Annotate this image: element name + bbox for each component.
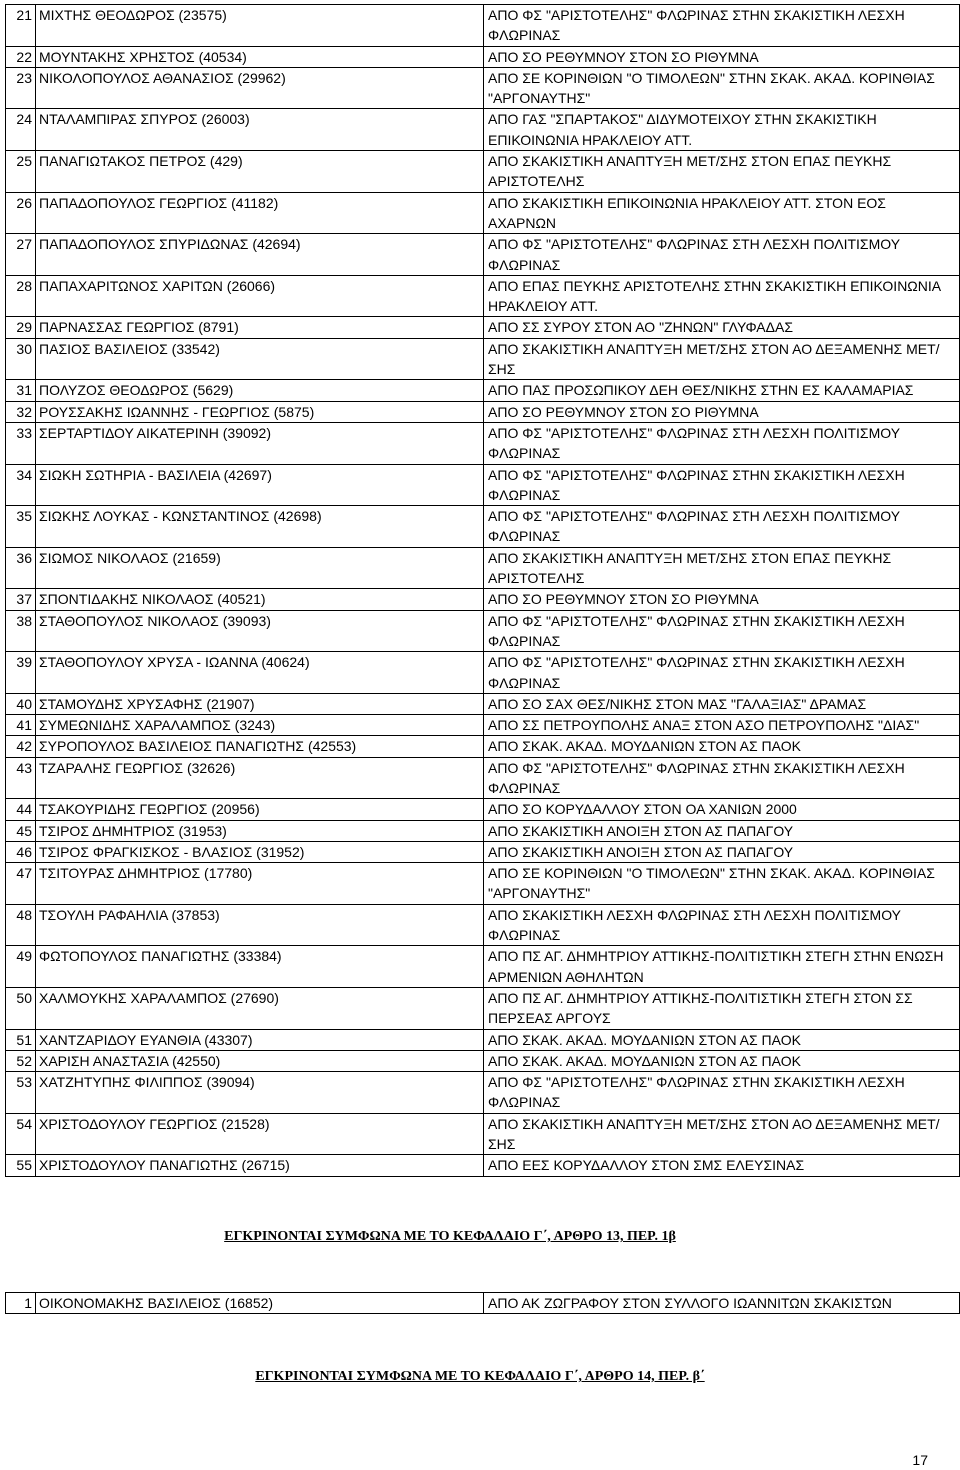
transfer-description: ΑΠΟ ΦΣ "ΑΡΙΣΤΟΤΕΛΗΣ" ΦΛΩΡΙΝΑΣ ΣΤΗ ΛΕΣΧΗ ΠΟΛΙΤΙΣΜΟΥ ΦΛΩΡΙΝΑΣ	[484, 234, 960, 276]
player-name: ΠΑΡΝΑΣΣΑΣ ΓΕΩΡΓΙΟΣ (8791)	[36, 317, 484, 338]
table-row	[6, 693, 960, 714]
table-row	[6, 67, 960, 109]
table-row	[6, 234, 960, 276]
row-number: 37	[6, 589, 36, 610]
table-row	[6, 757, 960, 799]
table-row	[6, 987, 960, 1029]
table-row	[6, 422, 960, 464]
transfer-description: ΑΠΟ ΣΟ ΣΑΧ ΘΕΣ/ΝΙΚΗΣ ΣΤΟΝ ΜΑΣ "ΓΑΛΑΞΙΑΣ" ΔΡΑΜΑΣ	[484, 693, 960, 714]
transfer-description: ΑΠΟ ΠΣ ΑΓ. ΔΗΜΗΤΡΙΟΥ ΑΤΤΙΚΗΣ-ΠΟΛΙΤΙΣΤΙΚΗ ΣΤΕΓΗ ΣΤΟΝ ΣΣ ΠΕΡΣΕΑΣ ΑΡΓΟΥΣ	[484, 987, 960, 1029]
table-row	[6, 1155, 960, 1176]
table-row	[6, 1029, 960, 1050]
table-row	[6, 275, 960, 317]
player-name: ΧΑΝΤΖΑΡΙΔΟΥ ΕΥΑΝΘΙΑ (43307)	[36, 1029, 484, 1050]
transfer-description: ΑΠΟ ΣΚΑΚΙΣΤΙΚΗ ΑΝΟΙΞΗ ΣΤΟΝ ΑΣ ΠΑΠΑΓΟΥ	[484, 820, 960, 841]
player-name: ΤΖΑΡΑΛΗΣ ΓΕΩΡΓΙΟΣ (32626)	[36, 757, 484, 799]
transfer-description: ΑΠΟ ΕΠΑΣ ΠΕΥΚΗΣ ΑΡΙΣΤΟΤΕΛΗΣ ΣΤΗΝ ΣΚΑΚΙΣΤΙΚΗ ΕΠΙΚΟΙΝΩΝΙΑ ΗΡΑΚΛΕΙΟΥ ΑΤΤ.	[484, 275, 960, 317]
row-number: 51	[6, 1029, 36, 1050]
table-row	[6, 1050, 960, 1071]
transfer-description: ΑΠΟ ΣΚΑΚΙΣΤΙΚΗ ΑΝΑΠΤΥΞΗ ΜΕΤ/ΣΗΣ ΣΤΟΝ ΕΠΑΣ ΠΕΥΚΗΣ ΑΡΙΣΤΟΤΕΛΗΣ	[484, 151, 960, 193]
player-name: ΣΙΩΚΗ ΣΩΤΗΡΙΑ - ΒΑΣΙΛΕΙΑ (42697)	[36, 464, 484, 506]
player-name: ΠΑΣΙΟΣ ΒΑΣΙΛΕΙΟΣ (33542)	[36, 338, 484, 380]
transfer-description: ΑΠΟ ΦΣ "ΑΡΙΣΤΟΤΕΛΗΣ" ΦΛΩΡΙΝΑΣ ΣΤΗΝ ΣΚΑΚΙΣΤΙΚΗ ΛΕΣΧΗ ΦΛΩΡΙΝΑΣ	[484, 652, 960, 694]
table-row	[6, 192, 960, 234]
player-name: ΟΙΚΟΝΟΜΑΚΗΣ ΒΑΣΙΛΕΙΟΣ (16852)	[36, 1293, 484, 1314]
transfer-description: ΑΠΟ ΣΚΑΚΙΣΤΙΚΗ ΕΠΙΚΟΙΝΩΝΙΑ ΗΡΑΚΛΕΙΟΥ ΑΤΤ. ΣΤΟΝ ΕΟΣ ΑΧΑΡΝΩΝ	[484, 192, 960, 234]
player-name: ΠΟΛΥΖΟΣ ΘΕΟΔΩΡΟΣ (5629)	[36, 380, 484, 401]
transfer-description: ΑΠΟ ΣΕ ΚΟΡΙΝΘΙΩΝ "Ο ΤΙΜΟΛΕΩΝ" ΣΤΗΝ ΣΚΑΚ. ΑΚΑΔ. ΚΟΡΙΝΘΙΑΣ "ΑΡΓΟΝΑΥΤΗΣ"	[484, 67, 960, 109]
row-number: 53	[6, 1072, 36, 1114]
player-name: ΤΣΙΤΟΥΡΑΣ ΔΗΜΗΤΡΙΟΣ (17780)	[36, 863, 484, 905]
player-name: ΝΤΑΛΑΜΠΙΡΑΣ ΣΠΥΡΟΣ (26003)	[36, 109, 484, 151]
player-name: ΧΡΙΣΤΟΔΟΥΛΟΥ ΓΕΩΡΓΙΟΣ (21528)	[36, 1113, 484, 1155]
transfer-description: ΑΠΟ ΠΣ ΑΓ. ΔΗΜΗΤΡΙΟΥ ΑΤΤΙΚΗΣ-ΠΟΛΙΤΙΣΤΙΚΗ ΣΤΕΓΗ ΣΤΗΝ ΕΝΩΣΗ ΑΡΜΕΝΙΩΝ ΑΘΗΛΗΤΩΝ	[484, 946, 960, 988]
player-name: ΜΟΥΝΤΑΚΗΣ ΧΡΗΣΤΟΣ (40534)	[36, 46, 484, 67]
row-number: 42	[6, 736, 36, 757]
table-row	[6, 1113, 960, 1155]
player-name: ΠΑΠΑΔΟΠΟΥΛΟΣ ΓΕΩΡΓΙΟΣ (41182)	[36, 192, 484, 234]
transfer-description: ΑΠΟ ΣΟ ΡΕΘΥΜΝΟΥ ΣΤΟΝ ΣΟ ΡΙΘΥΜΝΑ	[484, 46, 960, 67]
transfer-description: ΑΠΟ ΦΣ "ΑΡΙΣΤΟΤΕΛΗΣ" ΦΛΩΡΙΝΑΣ ΣΤΗ ΛΕΣΧΗ ΠΟΛΙΤΙΣΜΟΥ ΦΛΩΡΙΝΑΣ	[484, 422, 960, 464]
table-row	[6, 715, 960, 736]
transfer-description: ΑΠΟ ΣΚΑΚΙΣΤΙΚΗ ΑΝΑΠΤΥΞΗ ΜΕΤ/ΣΗΣ ΣΤΟΝ ΕΠΑΣ ΠΕΥΚΗΣ ΑΡΙΣΤΟΤΕΛΗΣ	[484, 547, 960, 589]
table-row	[6, 151, 960, 193]
table-row	[6, 946, 960, 988]
row-number: 24	[6, 109, 36, 151]
second-transfers-table	[5, 1292, 960, 1314]
player-name: ΣΠΟΝΤΙΔΑΚΗΣ ΝΙΚΟΛΑΟΣ (40521)	[36, 589, 484, 610]
player-name: ΜΙΧΤΗΣ ΘΕΟΔΩΡΟΣ (23575)	[36, 5, 484, 47]
player-name: ΤΣΑΚΟΥΡΙΔΗΣ ΓΕΩΡΓΙΟΣ (20956)	[36, 799, 484, 820]
row-number: 54	[6, 1113, 36, 1155]
table-row	[6, 904, 960, 946]
transfer-description: ΑΠΟ ΣΣ ΠΕΤΡΟΥΠΟΛΗΣ ΑΝΑΞ ΣΤΟΝ ΑΣΟ ΠΕΤΡΟΥΠΟΛΗΣ "ΔΙΑΣ"	[484, 715, 960, 736]
transfer-description: ΑΠΟ ΣΟ ΡΕΘΥΜΝΟΥ ΣΤΟΝ ΣΟ ΡΙΘΥΜΝΑ	[484, 401, 960, 422]
player-name: ΣΤΑΘΟΠΟΥΛΟΣ ΝΙΚΟΛΑΟΣ (39093)	[36, 610, 484, 652]
row-number: 46	[6, 841, 36, 862]
table-row	[6, 380, 960, 401]
section-heading-article-13: ΕΓΚΡΙΝΟΝΤΑΙ ΣΥΜΦΩΝΑ ΜΕ ΤΟ ΚΕΦΑΛΑΙΟ Γ΄, ΑΡΘΡΟ 13, ΠΕΡ. 1β	[224, 1229, 676, 1244]
row-number: 21	[6, 5, 36, 47]
transfer-description: ΑΠΟ ΕΕΣ ΚΟΡΥΔΑΛΛΟΥ ΣΤΟΝ ΣΜΣ ΕΛΕΥΣΙΝΑΣ	[484, 1155, 960, 1176]
row-number: 49	[6, 946, 36, 988]
player-name: ΣΙΩΜΟΣ ΝΙΚΟΛΑΟΣ (21659)	[36, 547, 484, 589]
transfer-description: ΑΠΟ ΣΣ ΣΥΡΟΥ ΣΤΟΝ ΑΟ "ΖΗΝΩΝ" ΓΛΥΦΑΔΑΣ	[484, 317, 960, 338]
table-row	[6, 736, 960, 757]
table-row	[6, 589, 960, 610]
player-name: ΝΙΚΟΛΟΠΟΥΛΟΣ ΑΘΑΝΑΣΙΟΣ (29962)	[36, 67, 484, 109]
player-name: ΤΣΙΡΟΣ ΔΗΜΗΤΡΙΟΣ (31953)	[36, 820, 484, 841]
row-number: 48	[6, 904, 36, 946]
transfer-description: ΑΠΟ ΑΚ ΖΩΓΡΑΦΟΥ ΣΤΟΝ ΣΥΛΛΟΓΟ ΙΩΑΝΝΙΤΩΝ ΣΚΑΚΙΣΤΩΝ	[484, 1293, 960, 1314]
row-number: 50	[6, 987, 36, 1029]
table-row	[6, 652, 960, 694]
player-name: ΣΕΡΤΑΡΤΙΔΟΥ ΑΙΚΑΤΕΡΙΝΗ (39092)	[36, 422, 484, 464]
row-number: 34	[6, 464, 36, 506]
player-name: ΣΤΑΜΟΥΔΗΣ ΧΡΥΣΑΦΗΣ (21907)	[36, 693, 484, 714]
row-number: 41	[6, 715, 36, 736]
row-number: 43	[6, 757, 36, 799]
transfer-description: ΑΠΟ ΦΣ "ΑΡΙΣΤΟΤΕΛΗΣ" ΦΛΩΡΙΝΑΣ ΣΤΗΝ ΣΚΑΚΙΣΤΙΚΗ ΛΕΣΧΗ ΦΛΩΡΙΝΑΣ	[484, 464, 960, 506]
row-number: 31	[6, 380, 36, 401]
table-row	[6, 317, 960, 338]
row-number: 28	[6, 275, 36, 317]
transfer-description: ΑΠΟ ΣΟ ΡΕΘΥΜΝΟΥ ΣΤΟΝ ΣΟ ΡΙΘΥΜΝΑ	[484, 589, 960, 610]
table-row	[6, 799, 960, 820]
table-row	[6, 46, 960, 67]
row-number: 22	[6, 46, 36, 67]
player-name: ΧΑΤΖΗΤΥΠΗΣ ΦΙΛΙΠΠΟΣ (39094)	[36, 1072, 484, 1114]
player-name: ΤΣΙΡΟΣ ΦΡΑΓΚΙΣΚΟΣ - ΒΛΑΣΙΟΣ (31952)	[36, 841, 484, 862]
transfer-description: ΑΠΟ ΣΚΑΚΙΣΤΙΚΗ ΑΝΟΙΞΗ ΣΤΟΝ ΑΣ ΠΑΠΑΓΟΥ	[484, 841, 960, 862]
transfer-description: ΑΠΟ ΣΟ ΚΟΡΥΔΑΛΛΟΥ ΣΤΟΝ ΟΑ ΧΑΝΙΩΝ 2000	[484, 799, 960, 820]
player-name: ΣΥΡΟΠΟΥΛΟΣ ΒΑΣΙΛΕΙΟΣ ΠΑΝΑΓΙΩΤΗΣ (42553)	[36, 736, 484, 757]
player-name: ΤΣΟΥΛΗ ΡΑΦΑΗΛΙΑ (37853)	[36, 904, 484, 946]
row-number: 47	[6, 863, 36, 905]
transfer-description: ΑΠΟ ΦΣ "ΑΡΙΣΤΟΤΕΛΗΣ" ΦΛΩΡΙΝΑΣ ΣΤΗΝ ΣΚΑΚΙΣΤΙΚΗ ΛΕΣΧΗ ΦΛΩΡΙΝΑΣ	[484, 1072, 960, 1114]
transfer-description: ΑΠΟ ΣΚΑΚ. ΑΚΑΔ. ΜΟΥΔΑΝΙΩΝ ΣΤΟΝ ΑΣ ΠΑΟΚ	[484, 1050, 960, 1071]
transfer-description: ΑΠΟ ΣΚΑΚ. ΑΚΑΔ. ΜΟΥΔΑΝΙΩΝ ΣΤΟΝ ΑΣ ΠΑΟΚ	[484, 736, 960, 757]
player-name: ΧΑΡΙΣΗ ΑΝΑΣΤΑΣΙΑ (42550)	[36, 1050, 484, 1071]
row-number: 35	[6, 506, 36, 548]
player-name: ΡΟΥΣΣΑΚΗΣ ΙΩΑΝΝΗΣ - ΓΕΩΡΓΙΟΣ (5875)	[36, 401, 484, 422]
row-number: 55	[6, 1155, 36, 1176]
page-number: 17	[912, 1452, 928, 1468]
section-heading-article-14: ΕΓΚΡΙΝΟΝΤΑΙ ΣΥΜΦΩΝΑ ΜΕ ΤΟ ΚΕΦΑΛΑΙΟ Γ΄, ΑΡΘΡΟ 14, ΠΕΡ. β΄	[255, 1369, 705, 1384]
table-row	[6, 506, 960, 548]
transfer-description: ΑΠΟ ΣΕ ΚΟΡΙΝΘΙΩΝ "Ο ΤΙΜΟΛΕΩΝ" ΣΤΗΝ ΣΚΑΚ. ΑΚΑΔ. ΚΟΡΙΝΘΙΑΣ "ΑΡΓΟΝΑΥΤΗΣ"	[484, 863, 960, 905]
transfer-description: ΑΠΟ ΓΑΣ "ΣΠΑΡΤΑΚΟΣ" ΔΙΔΥΜΟΤΕΙΧΟΥ ΣΤΗΝ ΣΚΑΚΙΣΤΙΚΗ ΕΠΙΚΟΙΝΩΝΙΑ ΗΡΑΚΛΕΙΟΥ ΑΤΤ.	[484, 109, 960, 151]
row-number: 40	[6, 693, 36, 714]
row-number: 30	[6, 338, 36, 380]
transfers-table	[5, 4, 960, 1177]
table-row	[6, 1072, 960, 1114]
second-transfers-table-body	[6, 1293, 960, 1314]
transfers-table-body	[6, 5, 960, 1177]
table-row	[6, 338, 960, 380]
player-name: ΠΑΠΑΔΟΠΟΥΛΟΣ ΣΠΥΡΙΔΩΝΑΣ (42694)	[36, 234, 484, 276]
row-number: 38	[6, 610, 36, 652]
transfer-description: ΑΠΟ ΣΚΑΚΙΣΤΙΚΗ ΑΝΑΠΤΥΞΗ ΜΕΤ/ΣΗΣ ΣΤΟΝ ΑΟ ΔΕΞΑΜΕΝΗΣ ΜΕΤ/ΣΗΣ	[484, 338, 960, 380]
transfer-description: ΑΠΟ ΠΑΣ ΠΡΟΣΩΠΙΚΟΥ ΔΕΗ ΘΕΣ/ΝΙΚΗΣ ΣΤΗΝ ΕΣ ΚΑΛΑΜΑΡΙΑΣ	[484, 380, 960, 401]
transfer-description: ΑΠΟ ΦΣ "ΑΡΙΣΤΟΤΕΛΗΣ" ΦΛΩΡΙΝΑΣ ΣΤΗ ΛΕΣΧΗ ΠΟΛΙΤΙΣΜΟΥ ΦΛΩΡΙΝΑΣ	[484, 506, 960, 548]
player-name: ΧΡΙΣΤΟΔΟΥΛΟΥ ΠΑΝΑΓΙΩΤΗΣ (26715)	[36, 1155, 484, 1176]
player-name: ΣΤΑΘΟΠΟΥΛΟΥ ΧΡΥΣΑ - ΙΩΑΝΝΑ (40624)	[36, 652, 484, 694]
player-name: ΧΑΛΜΟΥΚΗΣ ΧΑΡΑΛΑΜΠΟΣ (27690)	[36, 987, 484, 1029]
row-number: 26	[6, 192, 36, 234]
row-number: 29	[6, 317, 36, 338]
row-number: 25	[6, 151, 36, 193]
row-number: 44	[6, 799, 36, 820]
table-row	[6, 1293, 960, 1314]
player-name: ΠΑΠΑΧΑΡΙΤΩΝΟΣ ΧΑΡΙΤΩΝ (26066)	[36, 275, 484, 317]
transfer-description: ΑΠΟ ΦΣ "ΑΡΙΣΤΟΤΕΛΗΣ" ΦΛΩΡΙΝΑΣ ΣΤΗΝ ΣΚΑΚΙΣΤΙΚΗ ΛΕΣΧΗ ΦΛΩΡΙΝΑΣ	[484, 610, 960, 652]
table-row	[6, 820, 960, 841]
row-number: 45	[6, 820, 36, 841]
transfer-description: ΑΠΟ ΣΚΑΚΙΣΤΙΚΗ ΛΕΣΧΗ ΦΛΩΡΙΝΑΣ ΣΤΗ ΛΕΣΧΗ ΠΟΛΙΤΙΣΜΟΥ ΦΛΩΡΙΝΑΣ	[484, 904, 960, 946]
table-row	[6, 547, 960, 589]
transfer-description: ΑΠΟ ΦΣ "ΑΡΙΣΤΟΤΕΛΗΣ" ΦΛΩΡΙΝΑΣ ΣΤΗΝ ΣΚΑΚΙΣΤΙΚΗ ΛΕΣΧΗ ΦΛΩΡΙΝΑΣ	[484, 5, 960, 47]
transfer-description: ΑΠΟ ΦΣ "ΑΡΙΣΤΟΤΕΛΗΣ" ΦΛΩΡΙΝΑΣ ΣΤΗΝ ΣΚΑΚΙΣΤΙΚΗ ΛΕΣΧΗ ΦΛΩΡΙΝΑΣ	[484, 757, 960, 799]
table-row	[6, 841, 960, 862]
table-row	[6, 863, 960, 905]
transfer-description: ΑΠΟ ΣΚΑΚΙΣΤΙΚΗ ΑΝΑΠΤΥΞΗ ΜΕΤ/ΣΗΣ ΣΤΟΝ ΑΟ ΔΕΞΑΜΕΝΗΣ ΜΕΤ/ΣΗΣ	[484, 1113, 960, 1155]
row-number: 23	[6, 67, 36, 109]
row-number: 27	[6, 234, 36, 276]
player-name: ΠΑΝΑΓΙΩΤΑΚΟΣ ΠΕΤΡΟΣ (429)	[36, 151, 484, 193]
player-name: ΦΩΤΟΠΟΥΛΟΣ ΠΑΝΑΓΙΩΤΗΣ (33384)	[36, 946, 484, 988]
row-number: 1	[6, 1293, 36, 1314]
table-row	[6, 109, 960, 151]
row-number: 33	[6, 422, 36, 464]
row-number: 39	[6, 652, 36, 694]
player-name: ΣΥΜΕΩΝΙΔΗΣ ΧΑΡΑΛΑΜΠΟΣ (3243)	[36, 715, 484, 736]
table-row	[6, 401, 960, 422]
table-row	[6, 5, 960, 47]
player-name: ΣΙΩΚΗΣ ΛΟΥΚΑΣ - ΚΩΝΣΤΑΝΤΙΝΟΣ (42698)	[36, 506, 484, 548]
row-number: 36	[6, 547, 36, 589]
row-number: 32	[6, 401, 36, 422]
table-row	[6, 464, 960, 506]
row-number: 52	[6, 1050, 36, 1071]
transfer-description: ΑΠΟ ΣΚΑΚ. ΑΚΑΔ. ΜΟΥΔΑΝΙΩΝ ΣΤΟΝ ΑΣ ΠΑΟΚ	[484, 1029, 960, 1050]
table-row	[6, 610, 960, 652]
